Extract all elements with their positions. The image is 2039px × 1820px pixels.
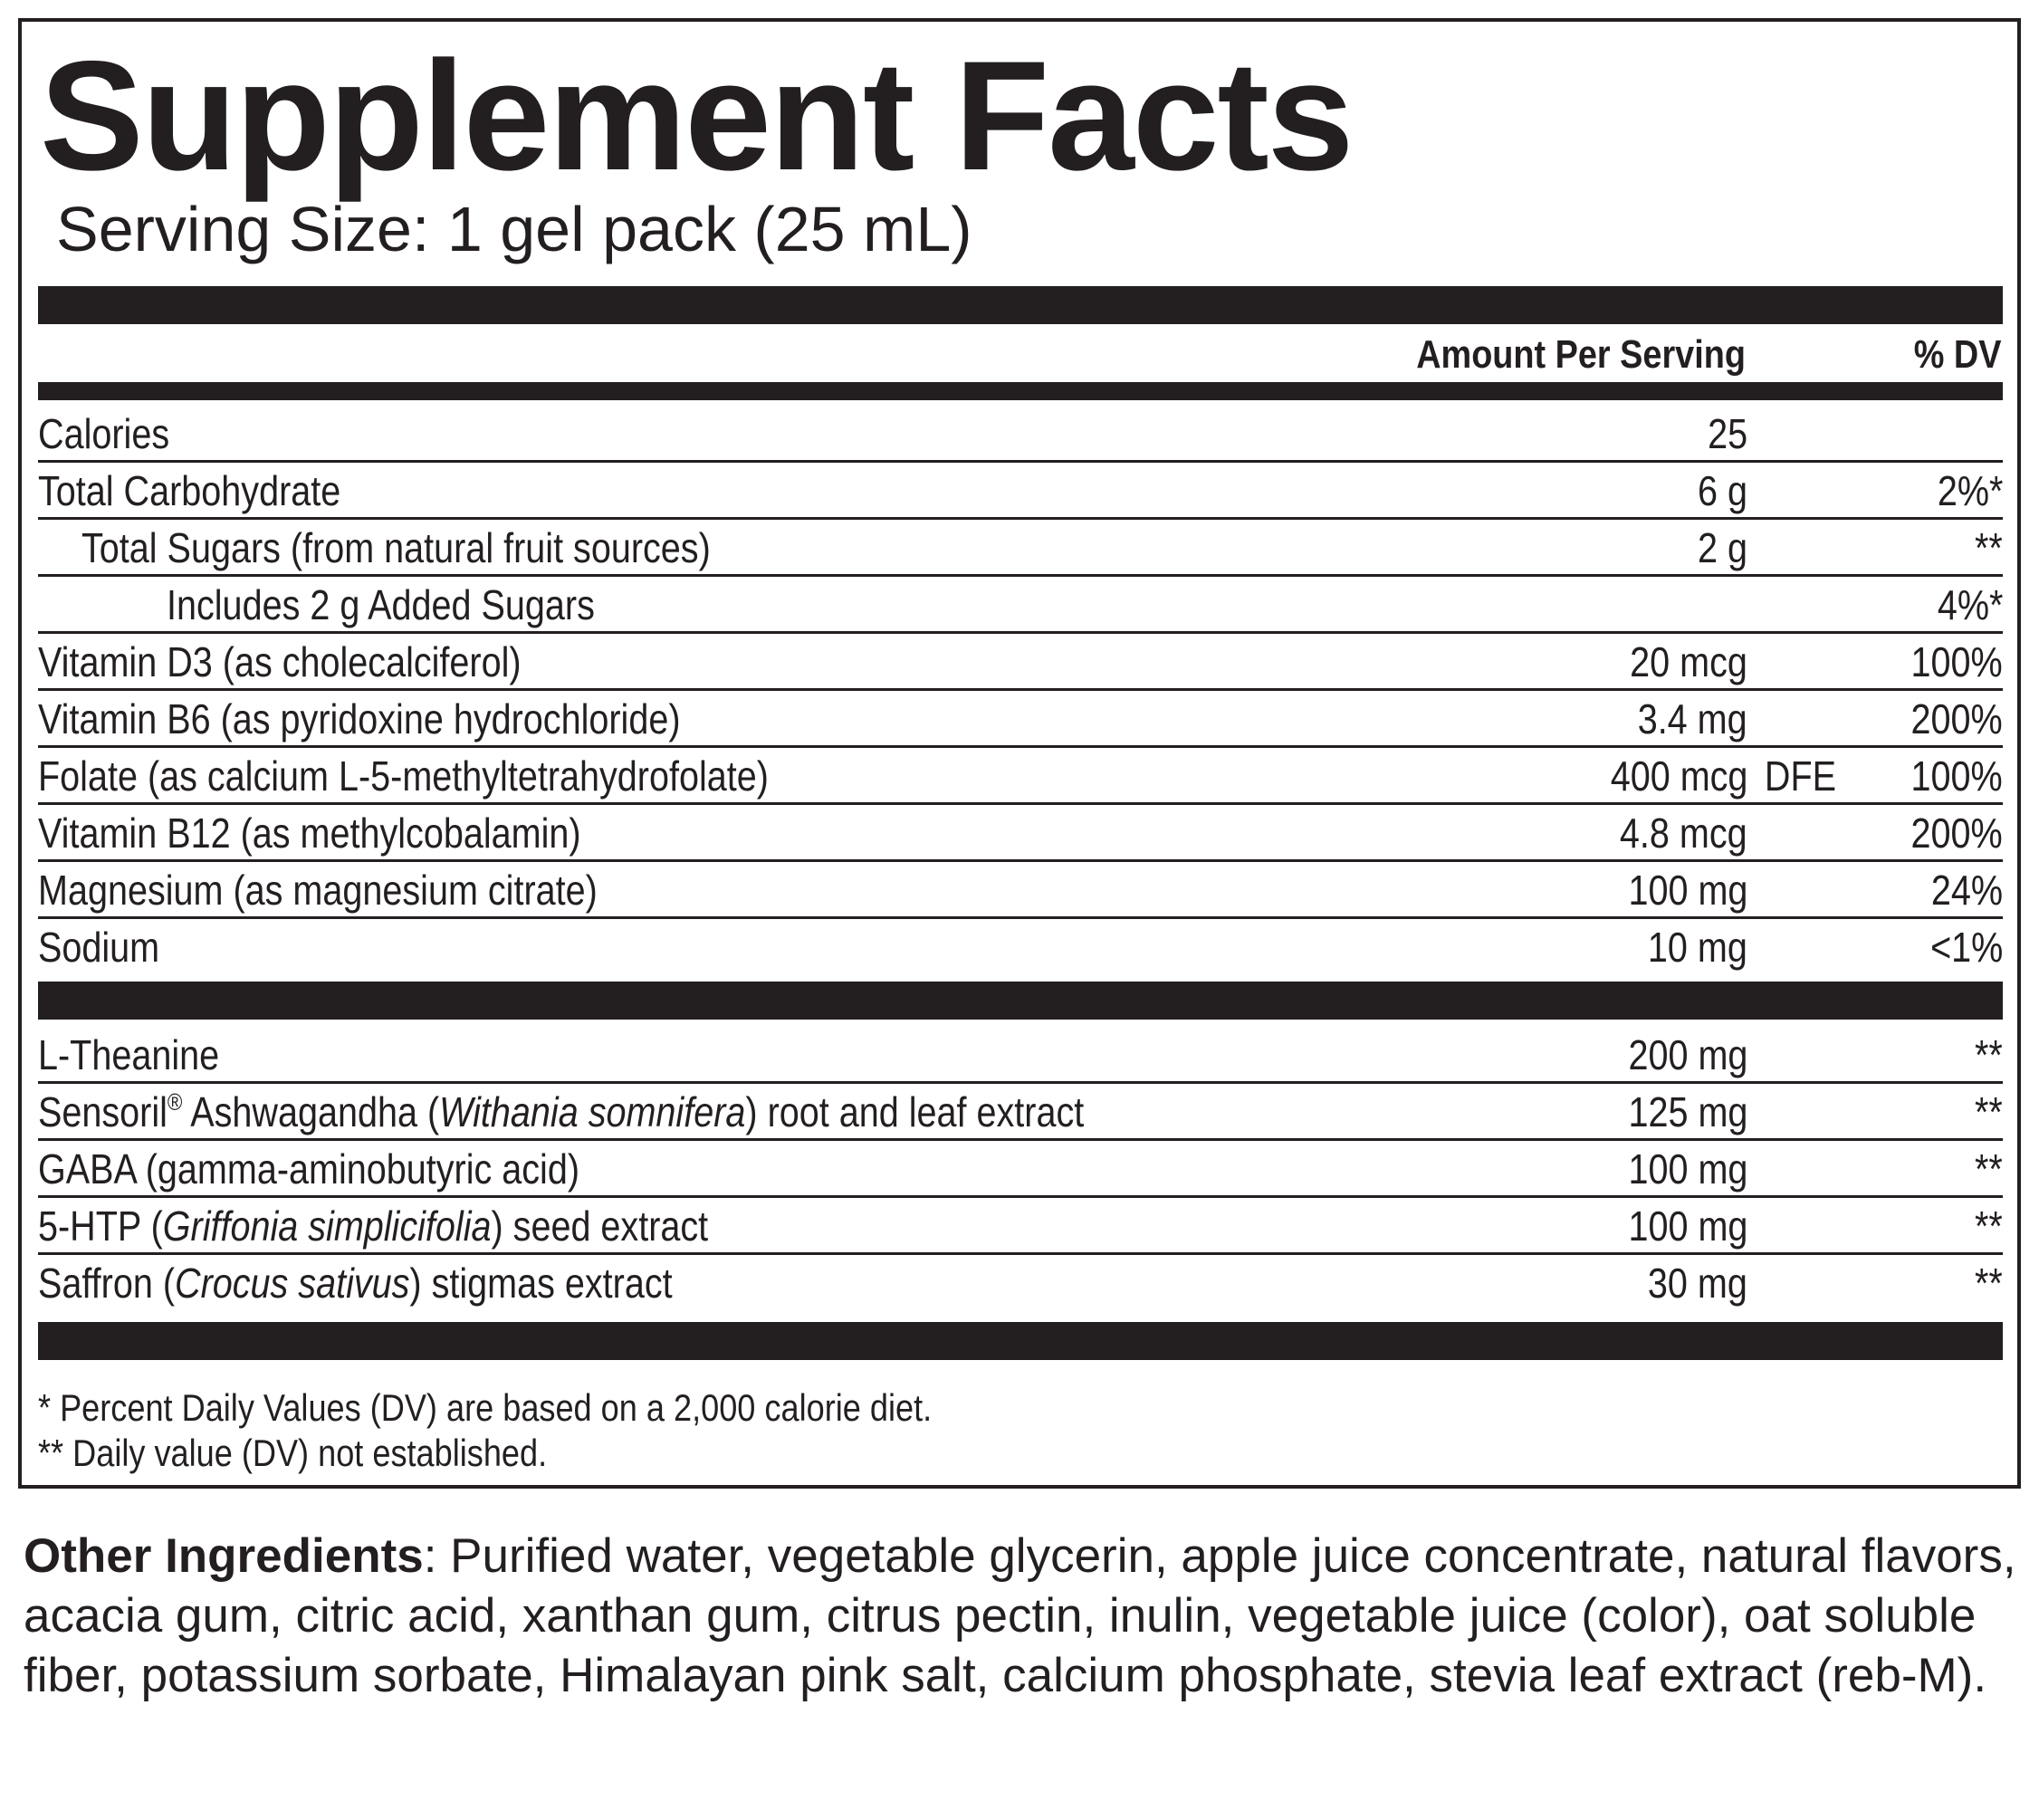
table-row (38, 691, 2003, 748)
serving-size: Serving Size: 1 gel pack (25 mL) (56, 194, 972, 264)
nutrient-dv: 24% (1930, 867, 2003, 914)
table-row (38, 463, 2003, 520)
nutrient-unit: DFE (1764, 752, 1836, 800)
nutrient-name: Includes 2 g Added Sugars (167, 581, 595, 628)
ingredient-name: 5-HTP (Griffonia simplicifolia) seed extract (38, 1202, 709, 1250)
table-row (38, 862, 2003, 919)
nutrient-amount: 2 g (1698, 524, 1747, 571)
ingredient-amount: 200 mg (1628, 1031, 1747, 1078)
nutrient-name: Total Sugars (from natural fruit sources) (81, 524, 711, 571)
other-ingredients (24, 1527, 2021, 1706)
ingredient-amount: 125 mg (1628, 1088, 1747, 1135)
table-row (38, 406, 2003, 463)
nutrient-dv: 100% (1910, 752, 2003, 800)
other-ingredients-text: : Purified water, vegetable glycerin, apple juice concentrate, natural flavors, acacia gum, citric acid, xanthan gum, citrus pectin, inulin, vegetable juice (color), oat soluble fiber, potassium sorbate, Himalayan pink salt, calcium phosphate, stevia leaf extract (reb-M). (24, 1529, 2016, 1702)
table-row (38, 520, 2003, 577)
thick-divider (38, 982, 2003, 1020)
ingredient-name: GABA (gamma-aminobutyric acid) (38, 1145, 580, 1193)
nutrient-dv: 4%* (1937, 581, 2003, 628)
nutrient-amount: 3.4 mg (1638, 695, 1747, 742)
nutrient-amount: 10 mg (1648, 924, 1747, 971)
ingredient-amount: 30 mg (1648, 1260, 1747, 1307)
table-row (38, 1027, 2003, 1084)
thick-divider (38, 286, 2003, 324)
nutrient-name: Vitamin B6 (as pyridoxine hydrochloride) (38, 695, 681, 742)
other-ingredients-label: Other Ingredients (24, 1529, 424, 1583)
nutrient-name: Vitamin D3 (as cholecalciferol) (38, 638, 522, 685)
table-row (38, 577, 2003, 634)
ingredient-amount: 100 mg (1628, 1145, 1747, 1193)
nutrient-name: Folate (as calcium L-5-methyltetrahydrofolate) (38, 752, 769, 800)
nutrient-dv: <1% (1929, 924, 2003, 971)
table-row (38, 748, 2003, 805)
nutrient-name: Vitamin B12 (as methylcobalamin) (38, 809, 581, 857)
table-row (38, 1084, 2003, 1141)
nutrient-name: Magnesium (as magnesium citrate) (38, 867, 598, 914)
ingredient-dv: ** (1975, 1260, 2003, 1307)
header-dv: % DV (1913, 332, 2001, 377)
table-row (38, 1141, 2003, 1198)
nutrient-dv: ** (1975, 524, 2003, 571)
nutrient-dv: 200% (1910, 809, 2003, 857)
footnote-not-established: ** Daily value (DV) not established. (38, 1432, 548, 1474)
ingredient-dv: ** (1975, 1088, 2003, 1135)
header-divider (38, 382, 2003, 400)
nutrient-amount: 20 mcg (1630, 638, 1747, 685)
nutrient-dv: 2%* (1937, 467, 2003, 514)
nutrient-amount: 400 mcg (1610, 752, 1747, 800)
ingredient-name: L-Theanine (38, 1031, 220, 1078)
table-row (38, 1198, 2003, 1255)
table-row (38, 1255, 2003, 1312)
ingredient-dv: ** (1975, 1202, 2003, 1250)
footnote-dv: * Percent Daily Values (DV) are based on a 2,000 calorie diet. (38, 1386, 933, 1429)
nutrient-dv: 100% (1910, 638, 2003, 685)
nutrient-amount: 4.8 mcg (1620, 809, 1747, 857)
nutrient-name: Total Carbohydrate (38, 467, 341, 514)
nutrient-amount: 6 g (1698, 467, 1747, 514)
nutrient-amount: 25 (1707, 410, 1747, 457)
header-amount: Amount Per Serving (1416, 332, 1746, 377)
nutrient-name: Sodium (38, 924, 160, 971)
nutrient-name: Calories (38, 410, 170, 457)
ingredient-name: Saffron (Crocus sativus) stigmas extract (38, 1260, 673, 1307)
ingredient-amount: 100 mg (1628, 1202, 1747, 1250)
table-row (38, 805, 2003, 862)
table-row (38, 634, 2003, 691)
nutrient-amount: 100 mg (1628, 867, 1747, 914)
nutrient-dv: 200% (1910, 695, 2003, 742)
ingredient-name: Sensoril® Ashwagandha (Withania somnifera) root and leaf extract (38, 1088, 1085, 1135)
ingredient-dv: ** (1975, 1031, 2003, 1078)
ingredient-dv: ** (1975, 1145, 2003, 1193)
panel-title: Supplement Facts (40, 29, 1353, 203)
thick-divider (38, 1322, 2003, 1360)
table-row (38, 919, 2003, 976)
